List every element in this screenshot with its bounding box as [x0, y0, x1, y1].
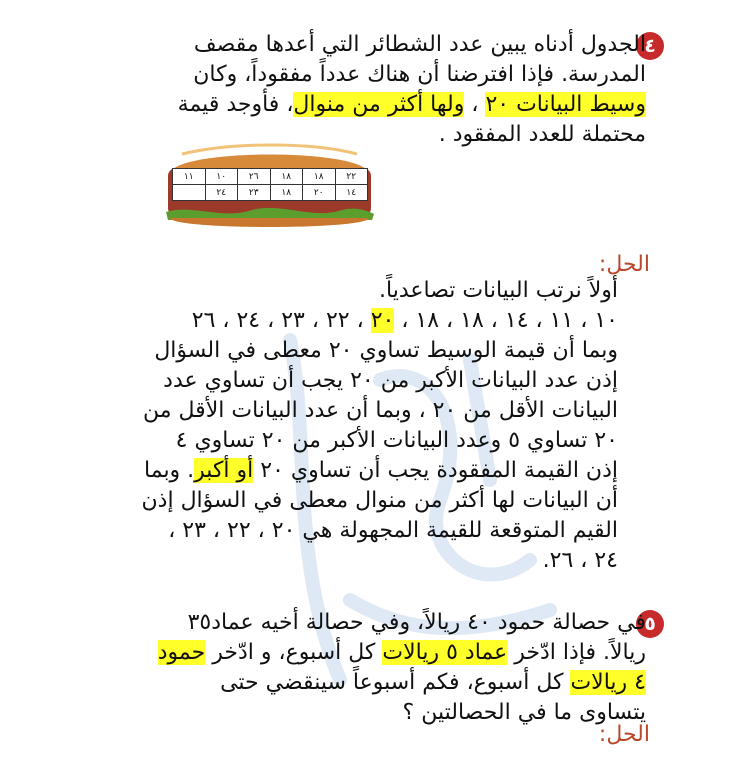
q5-line-1: في حصالة حمود ٤٠ ريالاً، وفي حصالة أخيه عماد٣٥ [187, 610, 646, 635]
highlight-or-greater: أو أكبر [194, 458, 254, 483]
table-row [173, 185, 368, 201]
table-cell: ٢٠ [303, 185, 336, 201]
table-cell: ٢٦ [238, 169, 271, 185]
q4-line-3: وسيط البيانات ٢٠ ، ولها أكثر من منوال، فأوجد قيمة [177, 92, 646, 117]
highlight-median: وسيط البيانات ٢٠ [485, 92, 646, 117]
sol4-line-7: إذن القيمة المفقودة يجب أن تساوي ٢٠ أو أكبر. وبما [144, 458, 618, 483]
table-cell [173, 185, 206, 201]
table-cell: ١٤ [335, 185, 368, 201]
solution-label-2: الحل: [598, 722, 650, 747]
table-cell: ٢٤ [205, 185, 238, 201]
sol4-line-9: القيم المتوقعة للقيمة المجهولة هي ٢٠ ، ٢٢ ، ٢٣ ، [168, 518, 618, 543]
sol4-line-4: إذن عدد البيانات الأكبر من ٢٠ يجب أن تساوي عدد [163, 368, 618, 393]
highlight-hamoud: حمود [157, 640, 206, 665]
table-cell: ١٨ [270, 185, 303, 201]
q4-line-1: الجدول أدناه يبين عدد الشطائر التي أعدها مقصف [193, 32, 646, 57]
q4-line-2: المدرسة. فإذا افترضنا أن هناك عدداً مفقوداً، وكان [193, 62, 646, 87]
highlight-emad-savings: عماد ٥ ريالات [382, 640, 508, 665]
table-row [173, 169, 368, 185]
highlight-median-value: ٢٠ [370, 308, 395, 333]
sol4-line-1: أولاً نرتب البيانات تصاعدياً. [379, 278, 618, 303]
question-5-badge: ٥ [636, 610, 664, 638]
question-4-badge: ٤ [636, 32, 664, 60]
q5-line-3: ٤ ريالات كل أسبوع، فكم أسبوعاً سينقضي حتى [220, 670, 646, 695]
sol4-line-10: ٢٤ ، ٢٦. [542, 548, 618, 573]
q4-line-4: محتملة للعدد المفقود . [438, 122, 646, 147]
table-cell: ٢٣ [238, 185, 271, 201]
table-cell: ١٨ [303, 169, 336, 185]
sol4-line-8: أن البيانات لها أكثر من منوال معطى في السؤال إذن [141, 488, 618, 513]
solution-label: الحل: [598, 252, 650, 277]
sol4-line-6: ٢٠ تساوي ٥ وعدد البيانات الأكبر من ٢٠ تساوي ٤ [175, 428, 618, 453]
q5-line-2: ريالاً. فإذا ادّخر عماد ٥ ريالات كل أسبوع، و ادّخر حمود [157, 640, 646, 665]
table-cell: ١٨ [270, 169, 303, 185]
table-cell: ١١ [173, 169, 206, 185]
highlight-hamoud-savings: ٤ ريالات [570, 670, 646, 695]
sol4-line-5: البيانات الأقل من ٢٠ ، وبما أن عدد البيانات الأقل من [143, 398, 618, 423]
table-cell: ١٠ [205, 169, 238, 185]
sandwich-data-table [172, 168, 368, 201]
q5-line-4: يتساوى ما في الحصالتين ؟ [402, 700, 646, 725]
sol4-line-3: وبما أن قيمة الوسيط تساوي ٢٠ معطى في السؤال [154, 338, 618, 363]
highlight-multimodal: ولها أكثر من منوال [293, 92, 465, 117]
table-cell: ٢٢ [335, 169, 368, 185]
sol4-sorted-data: ١٠ ، ١١ ، ١٤ ، ١٨ ، ١٨ ، ٢٠ ، ٢٢ ، ٢٣ ، ٢٤ ، ٢٦ [191, 308, 618, 333]
